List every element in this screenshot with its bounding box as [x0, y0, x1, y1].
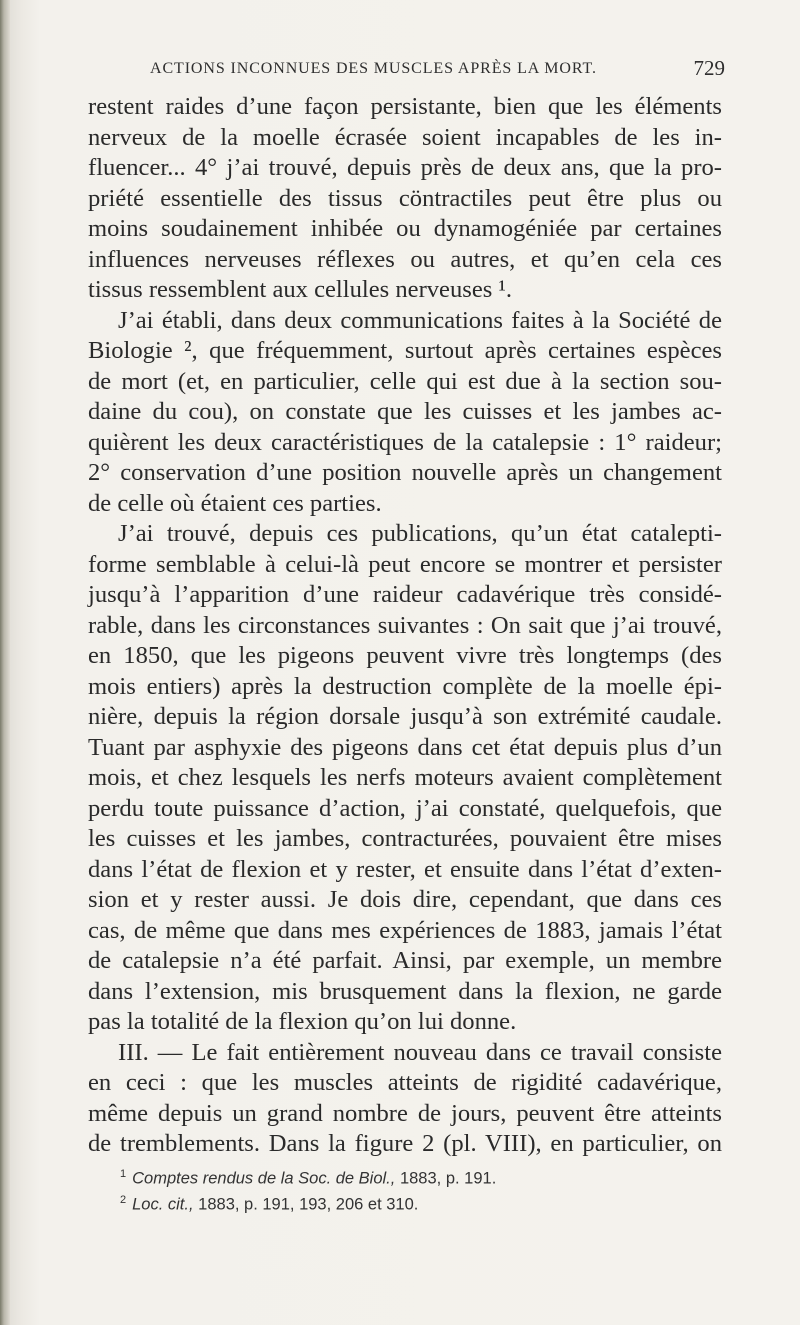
text-line: daine du cou), on constate que les cuisses et les jambes ac- — [88, 398, 722, 425]
text-line: les cuisses et les jambes, contracturées, pouvaient être mises — [88, 825, 722, 852]
text-line: fluencer... 4° j’ai trouvé, depuis près de deux ans, que la pro- — [88, 154, 722, 181]
text-line: III. — Le fait entièrement nouveau dans ce travail consiste — [118, 1038, 722, 1066]
text-line: moins soudainement inhibée ou dynamogéniée par certaines — [88, 215, 722, 242]
text-line: perdu toute puissance d’action, j’ai constaté, quelquefois, que — [88, 794, 722, 822]
text-line: mois, et chez lesquels les nerfs moteurs avaient complètement — [88, 764, 722, 791]
text-line: Biologie ², que fréquemment, surtout après certaines espèces — [88, 337, 722, 364]
text-line: tissus ressemblent aux cellules nerveuses ¹. — [88, 276, 513, 303]
footnote-mark: 1 — [120, 1168, 127, 1180]
text-line: rable, dans les circonstances suivantes : On sait que j’ai trouvé, — [88, 611, 722, 639]
text-line: sion et y rester aussi. Je dois dire, cependant, que dans ces — [88, 886, 722, 913]
text-line: cas, de même que dans mes expériences de 1883, jamais l’état — [88, 916, 722, 944]
page-header — [150, 56, 725, 82]
text-line: nerveux de la moelle écrasée soient incapables de les in- — [88, 123, 722, 151]
text-line: même depuis un grand nombre de jours, peuvent être atteints — [88, 1099, 722, 1127]
page-number: 729 — [693, 56, 725, 80]
text-line: 2° conservation d’une position nouvelle après un changement — [88, 459, 722, 486]
text-line: de mort (et, en particulier, celle qui est due à la section sou- — [88, 367, 722, 395]
text-line: de celle où étaient ces parties. — [88, 489, 382, 517]
binding-edge — [0, 0, 10, 1325]
footnotes — [120, 1164, 680, 1215]
text-line: Tuant par asphyxie des pigeons dans cet état depuis plus d’un — [88, 733, 722, 761]
text-line: quièrent les deux caractéristiques de la catalepsie : 1° raideur; — [88, 428, 722, 456]
footnote-reference: 1883, p. 191. — [395, 1169, 497, 1188]
footnote-source: Comptes rendus de la Soc. de Biol., — [132, 1169, 396, 1188]
text-line: mois entiers) après la destruction complète de la moelle épi- — [88, 672, 722, 700]
body-text — [88, 92, 722, 1160]
footnote — [120, 1190, 680, 1216]
text-line: J’ai établi, dans deux communications faites à la Société de — [118, 306, 722, 334]
text-line: pas la totalité de la flexion qu’on lui donne. — [88, 1008, 517, 1035]
footnote — [120, 1164, 680, 1190]
footnote-source: Loc. cit., — [132, 1195, 194, 1213]
text-line: dans l’extension, mis brusquement dans la flexion, ne garde — [88, 977, 722, 1005]
text-line: dans l’état de flexion et y rester, et ensuite dans l’état d’exten- — [88, 855, 722, 883]
text-line: jusqu’à l’apparition d’une raideur cadavérique très considé- — [88, 581, 722, 608]
text-line: en 1850, que les pigeons peuvent vivre très longtemps (des — [88, 642, 722, 669]
footnote-reference: 1883, p. 191, 193, 206 et 310. — [193, 1195, 419, 1213]
footnote-mark: 2 — [120, 1193, 127, 1206]
text-line: priété essentielle des tissus cöntractiles peut être plus ou — [88, 184, 722, 212]
running-title: ACTIONS INCONNUES DES MUSCLES APRÈS LA MORT. — [150, 60, 597, 77]
text-line: restent raides d’une façon persistante, bien que les éléments — [88, 93, 722, 120]
text-line: en ceci : que les muscles atteints de rigidité cadavérique, — [88, 1069, 722, 1096]
text-line: influences nerveuses réflexes ou autres, et qu’en cela ces — [88, 245, 722, 273]
text-line: J’ai trouvé, depuis ces publications, qu’un état catalepti- — [118, 520, 722, 547]
text-line: de tremblements. Dans la figure 2 (pl. VIII), en particulier, on — [88, 1130, 722, 1157]
text-line: nière, depuis la région dorsale jusqu’à son extrémité caudale. — [88, 703, 722, 730]
text-line: de catalepsie n’a été parfait. Ainsi, par exemple, un membre — [88, 947, 722, 974]
text-line: forme semblable à celui-là peut encore se montrer et persister — [88, 550, 722, 578]
